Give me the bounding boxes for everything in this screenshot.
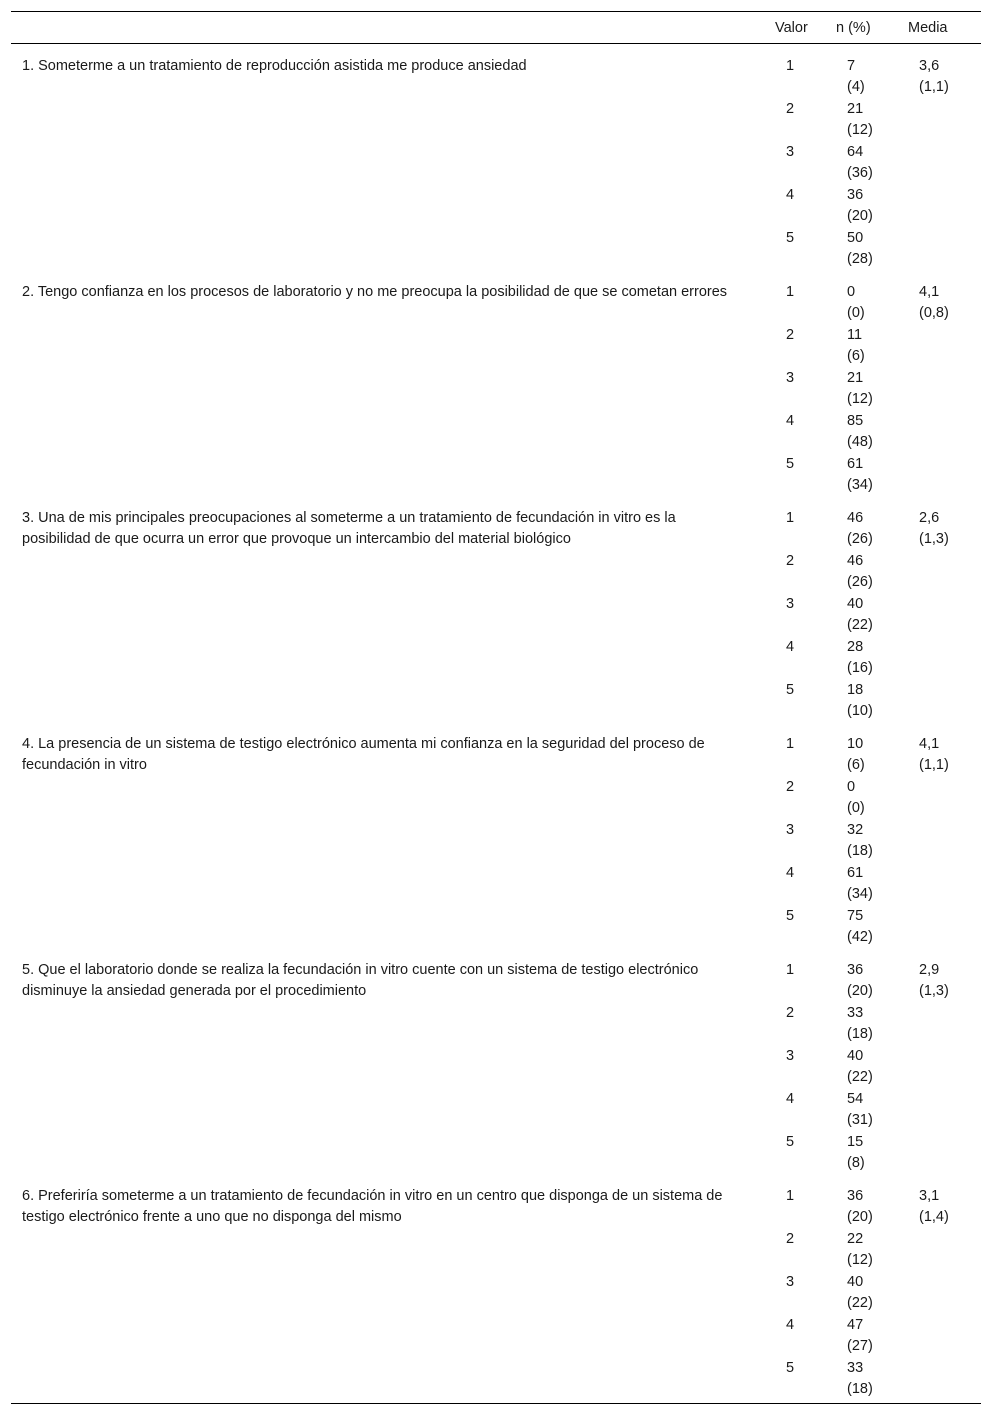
- mean-value: 2,9: [919, 962, 940, 978]
- valor-cell: 3: [786, 596, 795, 612]
- question-text: 1. Someterme a un tratamiento de reproducción asistida me produce ansiedad: [22, 58, 527, 74]
- valor-cell: 2: [786, 1231, 795, 1247]
- count-value: 22: [847, 1231, 864, 1247]
- count-value: 7: [847, 58, 856, 74]
- valor-cell: 5: [786, 1360, 795, 1376]
- n-pct-cell: [836, 410, 908, 453]
- valor-cell: 5: [786, 456, 795, 472]
- percent-value: (22): [847, 1069, 873, 1085]
- n-pct-cell: [836, 1228, 908, 1271]
- media-cell: [908, 1174, 981, 1404]
- media-cell: [908, 722, 981, 948]
- n-pct-cell: [836, 776, 908, 819]
- count-value: 10: [847, 736, 864, 752]
- n-pct-cell: [836, 862, 908, 905]
- percent-value: (20): [847, 208, 873, 224]
- valor-cell: 1: [786, 1188, 795, 1204]
- n-pct-cell: [836, 184, 908, 227]
- valor-cell: 2: [786, 553, 795, 569]
- count-value: 64: [847, 144, 864, 160]
- count-value: 54: [847, 1091, 864, 1107]
- percent-value: (4): [847, 79, 865, 95]
- n-pct-cell: [836, 141, 908, 184]
- valor-cell: 5: [786, 1134, 795, 1150]
- mean-value: 2,6: [919, 510, 940, 526]
- percent-value: (12): [847, 1252, 873, 1268]
- count-value: 21: [847, 101, 864, 117]
- table-header: [11, 12, 981, 44]
- count-value: 33: [847, 1005, 864, 1021]
- valor-cell: 2: [786, 101, 795, 117]
- n-pct-cell: [836, 1174, 908, 1228]
- count-value: 36: [847, 1188, 864, 1204]
- question-text: 4. La presencia de un sistema de testigo electrónico aumenta mi confianza en la seguridad del proceso de fecundación in vitro: [22, 736, 705, 773]
- sd-value: (1,3): [919, 531, 949, 547]
- percent-value: (16): [847, 660, 873, 676]
- count-value: 47: [847, 1317, 864, 1333]
- percent-value: (22): [847, 1295, 873, 1311]
- survey-results-table: [11, 11, 981, 1404]
- n-pct-cell: [836, 722, 908, 776]
- valor-cell: 3: [786, 144, 795, 160]
- n-pct-cell: [836, 593, 908, 636]
- valor-cell: 4: [786, 187, 795, 203]
- count-value: 15: [847, 1134, 864, 1150]
- percent-value: (6): [847, 757, 865, 773]
- sd-value: (1,4): [919, 1209, 949, 1225]
- percent-value: (18): [847, 843, 873, 859]
- table-row: [11, 270, 981, 324]
- valor-cell: 3: [786, 1274, 795, 1290]
- count-value: 33: [847, 1360, 864, 1376]
- n-pct-cell: [836, 496, 908, 550]
- valor-cell: 2: [786, 779, 795, 795]
- header-media: Media: [908, 19, 948, 36]
- count-value: 36: [847, 962, 864, 978]
- sd-value: (0,8): [919, 305, 949, 321]
- n-pct-cell: [836, 367, 908, 410]
- table-container: [11, 11, 981, 1404]
- percent-value: (31): [847, 1112, 873, 1128]
- count-value: 36: [847, 187, 864, 203]
- n-pct-cell: [836, 1271, 908, 1314]
- mean-value: 4,1: [919, 284, 940, 300]
- percent-value: (20): [847, 983, 873, 999]
- percent-value: (22): [847, 617, 873, 633]
- valor-cell: 4: [786, 639, 795, 655]
- header-row: [11, 12, 981, 44]
- count-value: 28: [847, 639, 864, 655]
- valor-cell: 4: [786, 413, 795, 429]
- header-question: [11, 12, 775, 44]
- valor-cell: 4: [786, 1317, 795, 1333]
- valor-cell: 5: [786, 908, 795, 924]
- valor-cell: 3: [786, 1048, 795, 1064]
- valor-cell: 1: [786, 510, 795, 526]
- percent-value: (26): [847, 574, 873, 590]
- table-row: [11, 1174, 981, 1228]
- valor-cell: 3: [786, 370, 795, 386]
- valor-cell: 5: [786, 682, 795, 698]
- valor-cell: 1: [786, 58, 795, 74]
- question-text: 6. Preferiría someterme a un tratamiento de fecundación in vitro en un centro que disponga de un sistema de testigo electrónico frente a uno que no disponga del mismo: [22, 1188, 723, 1225]
- count-value: 75: [847, 908, 864, 924]
- count-value: 11: [847, 327, 863, 343]
- n-pct-cell: [836, 948, 908, 1002]
- question-text: 2. Tengo confianza en los procesos de laboratorio y no me preocupa la posibilidad de que se cometan errores: [22, 284, 728, 300]
- count-value: 40: [847, 1048, 864, 1064]
- percent-value: (48): [847, 434, 873, 450]
- mean-value: 3,1: [919, 1188, 940, 1204]
- valor-cell: 1: [786, 736, 795, 752]
- question-text: 3. Una de mis principales preocupaciones al someterme a un tratamiento de fecundación in vitro es la posibilidad de que ocurra un error que provoque un intercambio del material biológico: [22, 510, 676, 547]
- percent-value: (12): [847, 391, 873, 407]
- mean-value: 4,1: [919, 736, 940, 752]
- table-row: [11, 722, 981, 776]
- media-cell: [908, 948, 981, 1174]
- n-pct-cell: [836, 550, 908, 593]
- percent-value: (0): [847, 305, 865, 321]
- count-value: 18: [847, 682, 864, 698]
- valor-cell: 4: [786, 865, 795, 881]
- count-value: 0: [847, 779, 856, 795]
- sd-value: (1,3): [919, 983, 949, 999]
- header-valor: Valor: [775, 19, 808, 36]
- question-text: 5. Que el laboratorio donde se realiza la fecundación in vitro cuente con un sistema de testigo electrónico disminuye la ansiedad generada por el procedimiento: [22, 962, 699, 999]
- n-pct-cell: [836, 1088, 908, 1131]
- valor-cell: 1: [786, 284, 795, 300]
- media-cell: [908, 44, 981, 271]
- table-row: [11, 44, 981, 99]
- count-value: 61: [847, 865, 864, 881]
- percent-value: (8): [847, 1155, 865, 1171]
- valor-cell: 2: [786, 327, 795, 343]
- count-value: 61: [847, 456, 864, 472]
- percent-value: (18): [847, 1026, 873, 1042]
- percent-value: (6): [847, 348, 865, 364]
- percent-value: (0): [847, 800, 865, 816]
- n-pct-cell: [836, 1357, 908, 1404]
- n-pct-cell: [836, 905, 908, 948]
- sd-value: (1,1): [919, 757, 949, 773]
- media-cell: [908, 496, 981, 722]
- valor-cell: 4: [786, 1091, 795, 1107]
- count-value: 46: [847, 510, 864, 526]
- table-body: [11, 44, 981, 1404]
- percent-value: (34): [847, 886, 873, 902]
- percent-value: (36): [847, 165, 873, 181]
- count-value: 32: [847, 822, 864, 838]
- percent-value: (34): [847, 477, 873, 493]
- n-pct-cell: [836, 819, 908, 862]
- sd-value: (1,1): [919, 79, 949, 95]
- percent-value: (27): [847, 1338, 873, 1354]
- count-value: 40: [847, 1274, 864, 1290]
- percent-value: (10): [847, 703, 873, 719]
- percent-value: (12): [847, 122, 873, 138]
- valor-cell: 2: [786, 1005, 795, 1021]
- percent-value: (26): [847, 531, 873, 547]
- n-pct-cell: [836, 453, 908, 496]
- n-pct-cell: [836, 270, 908, 324]
- n-pct-cell: [836, 1045, 908, 1088]
- percent-value: (20): [847, 1209, 873, 1225]
- n-pct-cell: [836, 324, 908, 367]
- count-value: 50: [847, 230, 864, 246]
- table-row: [11, 496, 981, 550]
- percent-value: (28): [847, 251, 873, 267]
- n-pct-cell: [836, 679, 908, 722]
- count-value: 21: [847, 370, 864, 386]
- header-n-pct: n (%): [836, 19, 871, 36]
- n-pct-cell: [836, 44, 908, 99]
- n-pct-cell: [836, 1314, 908, 1357]
- count-value: 85: [847, 413, 864, 429]
- media-cell: [908, 270, 981, 496]
- n-pct-cell: [836, 98, 908, 141]
- table-row: [11, 948, 981, 1002]
- count-value: 46: [847, 553, 864, 569]
- valor-cell: 1: [786, 962, 795, 978]
- valor-cell: 5: [786, 230, 795, 246]
- percent-value: (42): [847, 929, 873, 945]
- count-value: 40: [847, 596, 864, 612]
- valor-cell: 3: [786, 822, 795, 838]
- n-pct-cell: [836, 636, 908, 679]
- count-value: 0: [847, 284, 856, 300]
- n-pct-cell: [836, 1131, 908, 1174]
- n-pct-cell: [836, 227, 908, 270]
- percent-value: (18): [847, 1381, 873, 1397]
- mean-value: 3,6: [919, 58, 940, 74]
- n-pct-cell: [836, 1002, 908, 1045]
